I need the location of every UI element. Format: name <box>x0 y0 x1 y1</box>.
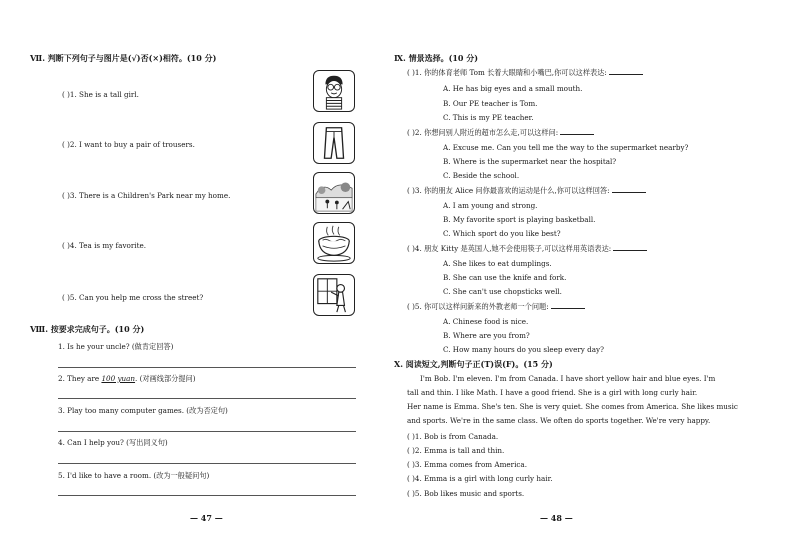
situation-q5-option-a: A. Chinese food is nice. <box>443 317 529 326</box>
section-8-item-3: 3. Play too many computer games. (改为否定句) <box>58 406 228 415</box>
section-9-title: Ⅸ. 情景选择。(10 分) <box>394 53 479 63</box>
left-page <box>0 0 395 560</box>
situation-q5-option-c: C. How many hours do you sleep every day? <box>443 345 604 354</box>
situation-q3-stem: ( )3. 你的朋友 Alice 问你最喜欢的运动是什么,你可以这样回答: <box>407 186 646 195</box>
passage-line-1: I'm Bob. I'm eleven. I'm from Canada. I have short yellow hair and blue eyes. I'm <box>420 374 716 383</box>
situation-q2-option-c: C. Beside the school. <box>443 171 520 180</box>
answer-blank[interactable] <box>551 303 585 309</box>
passage-line-3: Her name is Emma. She's ten. She is very quiet. She comes from America. She likes music <box>407 402 738 411</box>
tf-statement-4: ( )4. Emma is a girl with long curly hair. <box>407 474 553 483</box>
tf-statement-1: ( )1. Bob is from Canada. <box>407 432 499 441</box>
section-7-item-3: ( )3. There is a Children's Park near my home. <box>62 191 231 200</box>
section-7-title: Ⅶ. 判断下列句子与图片是(√)否(×)相符。(10 分) <box>30 53 217 63</box>
situation-q3-option-c: C. Which sport do you like best? <box>443 229 561 238</box>
situation-q4-stem: ( )4. 朋友 Kitty 是英国人,她不会使用筷子,可以这样用英语表达: <box>407 244 647 253</box>
situation-q1-option-c: C. This is my PE teacher. <box>443 113 534 122</box>
passage-line-2: tall and thin. I like Math. I have a good friend. She is a girl with long curly hair. <box>407 388 698 397</box>
answer-line[interactable] <box>58 463 356 464</box>
situation-q5-option-b: B. Where are you from? <box>443 331 530 340</box>
situation-q1-stem: ( )1. 你的体育老师 Tom 长着大眼睛和小嘴巴,你可以这样表达: <box>407 68 643 77</box>
section-8-item-1: 1. Is he your uncle? (做肯定回答) <box>58 342 174 351</box>
section-7-item-1: ( )1. She is a tall girl. <box>62 90 139 99</box>
section-8-title: Ⅷ. 按要求完成句子。(10 分) <box>30 324 145 334</box>
underlined-phrase: 100 yuan <box>101 374 136 383</box>
man-with-glasses-icon <box>313 70 355 112</box>
answer-line[interactable] <box>58 398 356 399</box>
park-icon <box>313 172 355 214</box>
section-7-item-2: ( )2. I want to buy a pair of trousers. <box>62 140 195 149</box>
situation-q1-option-a: A. He has big eyes and a small mouth. <box>443 84 583 93</box>
answer-line[interactable] <box>58 367 356 368</box>
situation-q3-option-b: B. My favorite sport is playing basketball. <box>443 215 596 224</box>
section-8-item-5: 5. I'd like to have a room. (改为一般疑问句) <box>58 471 210 480</box>
situation-q3-option-a: A. I am young and strong. <box>443 201 538 210</box>
section-10-title: Ⅹ. 阅读短文,判断句子正(T)误(F)。(15 分) <box>394 359 553 369</box>
situation-q5-stem: ( )5. 你可以这样问新来的外教老师一个问题: <box>407 302 585 311</box>
section-8-item-2: 2. They are 100 yuan. (对画线部分提问) <box>58 374 196 383</box>
section-7-item-4: ( )4. Tea is my favorite. <box>62 241 147 250</box>
tf-statement-3: ( )3. Emma comes from America. <box>407 460 527 469</box>
right-page <box>394 0 800 560</box>
situation-q4-option-a: A. She likes to eat dumplings. <box>443 259 552 268</box>
noodle-bowl-icon <box>313 222 355 264</box>
trousers-icon <box>313 122 355 164</box>
passage-line-4: and sports. We're in the same class. We often do sports together. We're very happy. <box>407 416 711 425</box>
tf-statement-5: ( )5. Bob likes music and sports. <box>407 489 525 498</box>
page-number-right: — 48 — <box>540 513 573 523</box>
situation-q2-option-a: A. Excuse me. Can you tell me the way to the supermarket nearby? <box>443 143 689 152</box>
page-number-left: — 47 — <box>190 513 223 523</box>
tf-statement-2: ( )2. Emma is tall and thin. <box>407 446 505 455</box>
answer-blank[interactable] <box>613 245 647 251</box>
answer-blank[interactable] <box>612 187 646 193</box>
answer-line[interactable] <box>58 495 356 496</box>
situation-q2-option-b: B. Where is the supermarket near the hospital? <box>443 157 617 166</box>
section-7-item-5: ( )5. Can you help me cross the street? <box>62 293 204 302</box>
answer-blank[interactable] <box>560 129 594 135</box>
answer-blank[interactable] <box>609 69 643 75</box>
section-8-item-4: 4. Can I help you? (写出同义句) <box>58 438 168 447</box>
person-at-window-icon <box>313 274 355 316</box>
situation-q1-option-b: B. Our PE teacher is Tom. <box>443 99 538 108</box>
situation-q4-option-c: C. She can't use chopsticks well. <box>443 287 562 296</box>
situation-q2-stem: ( )2. 你想问别人附近的超市怎么走,可以这样问: <box>407 128 594 137</box>
situation-q4-option-b: B. She can use the knife and fork. <box>443 273 567 282</box>
answer-line[interactable] <box>58 431 356 432</box>
